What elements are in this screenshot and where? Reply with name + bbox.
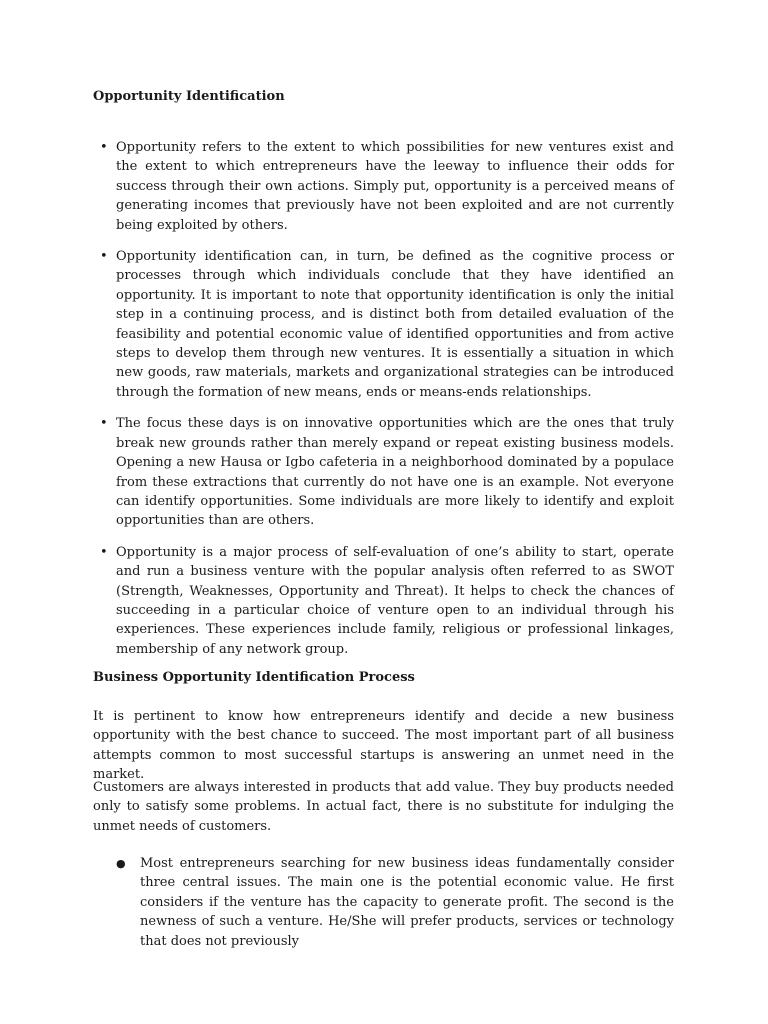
section-heading-opportunity-identification: Opportunity Identification [93,89,285,104]
list-item-text: Opportunity identification can, in turn, be defined as the cognitive process or processes through which individuals conclude that they have identified an opportunity. It is important to note that opportunity identification is only the initial step in a continuing process, and is distinct both from detailed evaluation of the feasibility and potential economic value of identified opportunities and from active steps to develop them through new ventures. It is essentially a situation in which new goods, raw materials, markets and organizational strategies can be introduced through the formation of new means, ends or means-ends relationships. [116,249,674,400]
list-item-text: The focus these days is on innovative opportunities which are the ones that truly break new grounds rather than merely expand or repeat existing business models. Opening a new Hausa or Igbo cafeteria in a neighborhood dominated by a populace from these extractions that currently do not have one is an example. Not everyone can identify opportunities. Some individuals are more likely to identify and exploit opportunities than are others. [116,416,674,529]
list-item-text: Most entrepreneurs searching for new business ideas fundamentally consider three central issues. The main one is the potential economic value. He first considers if the venture has the capacity to generate profit. The second is the newness of such a venture. He/She will prefer products, services or technology that does not previously [140,856,674,949]
opportunity-bullet-list [100,138,674,671]
section-heading-business-opportunity-process: Business Opportunity Identification Process [93,670,415,685]
list-item [100,543,674,659]
paragraph: Customers are always interested in products that add value. They buy products needed only to satisfy some problems. In actual fact, there is no substitute for indulging the unmet needs of customers. [93,780,674,834]
bullet-icon: • [100,249,108,265]
list-item [100,247,674,402]
list-item [116,854,674,951]
list-item-text: Opportunity is a major process of self-evaluation of one’s ability to start, operate and run a business venture with the popular analysis often referred to as SWOT (Strength, Weaknesses, Opportunity and Threat). It helps to check the chances of succeeding in a particular choice of venture open to an individual through his experiences. These experiences include family, religious or professional linkages, membership of any network group. [116,544,674,657]
bullet-icon: • [100,416,108,432]
paragraph: It is pertinent to know how entrepreneurs identify and decide a new business opportunity with the best chance to succeed. The most important part of all business attempts common to most successful startups is answering an unmet need in the market. [93,709,674,783]
bullet-icon: ● [116,857,126,870]
process-bullet-list [116,854,674,951]
list-item-text: Opportunity refers to the extent to which possibilities for new ventures exist and the extent to which entrepreneurs have the leeway to influence their odds for success through their own actions. Simply put, opportunity is a perceived means of generating incomes that previously have not been exploited and are not currently being exploited by others. [116,140,674,233]
list-item [100,414,674,530]
bullet-icon: • [100,544,108,560]
bullet-icon: • [100,140,108,155]
list-item [100,138,674,235]
